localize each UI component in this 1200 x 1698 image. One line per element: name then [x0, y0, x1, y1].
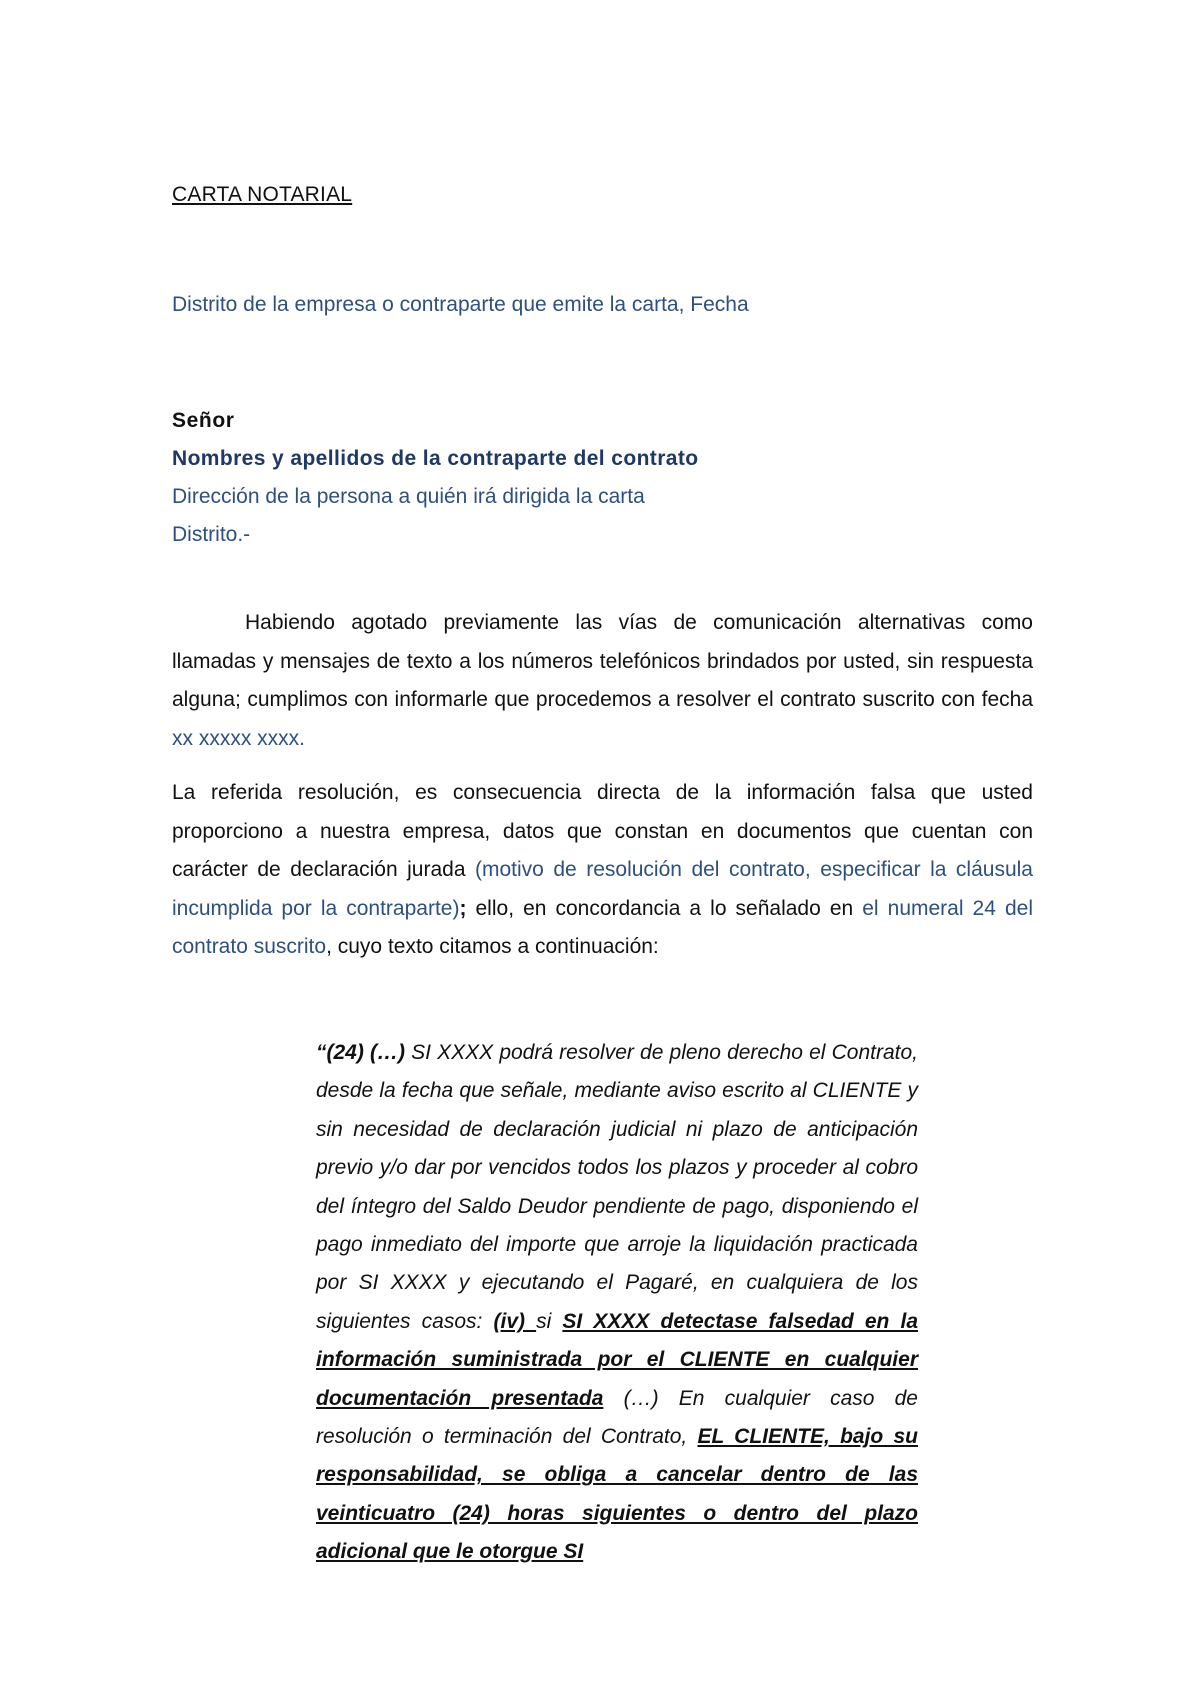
quote-text-b: (…) En cualquier caso de resolución o terminación del Contrato,	[316, 1386, 918, 1449]
recipient-district: Distrito.-	[172, 523, 251, 546]
quote-text-a: SI XXXX podrá resolver de pleno derecho el Contrato, desde la fecha que señale, mediante aviso escrito al CLIENTE y sin necesidad de declaración judicial ni plazo de anticipación previo y/o dar por vencidos todos los plazos y proceder al cobro del íntegro del Saldo Deudor pendiente de pago, disponiendo el pago inmediato del importe que arroje la liquidación practicada por SI XXXX y ejecutando el Pagaré, en cualquiera de los siguientes casos:	[316, 1041, 918, 1333]
contract-date-placeholder: xx xxxxx xxxx	[172, 726, 300, 750]
paragraph-resolution-text-b-lead: ;	[459, 896, 467, 920]
salutation: Señor	[172, 409, 235, 432]
recipient-name: Nombres y apellidos de la contraparte del contrato	[172, 447, 699, 470]
place-date-line: Distrito de la empresa o contraparte que emite la carta, Fecha	[172, 293, 749, 316]
quote-lead: “(24) (…)	[316, 1041, 405, 1064]
quote-text-si: si	[536, 1309, 563, 1333]
paragraph-intro-end: .	[299, 726, 306, 750]
quote-item-iv: (iv)	[493, 1309, 537, 1333]
quote-highlight-falsedad: SI XXXX detectase falsedad en la información suministrada por el CLIENTE en cualquier documentación presentada	[316, 1309, 918, 1410]
paragraph-resolution-text-b: ello, en concordancia a lo señalado en	[466, 896, 863, 920]
contract-clause-quote	[316, 1034, 918, 1572]
quote-highlight-obligation: EL CLIENTE, bajo su responsabilidad, se obliga a cancelar dentro de las veinticuatro (24) horas siguientes o dentro del plazo adicional que le otorgue SI	[316, 1425, 918, 1564]
paragraph-intro	[172, 604, 1033, 758]
paragraph-resolution-text-a: La referida resolución, es consecuencia directa de la información falsa que usted proporciono a nuestra empresa, datos que constan en documentos que cuentan con carácter de declaración jurada	[172, 781, 1033, 881]
clause-reference-placeholder: el numeral 24 del contrato suscrito	[172, 896, 1033, 958]
resolution-reason-placeholder: (motivo de resolución del contrato, especificar la cláusula incumplida por la contraparte)	[172, 858, 1033, 920]
recipient-address: Dirección de la persona a quién irá dirigida la carta	[172, 485, 645, 508]
paragraph-intro-text: Habiendo agotado previamente las vías de comunicación alternativas como llamadas y mensajes de texto a los números telefónicos brindados por usted, sin respuesta alguna; cumplimos con informarle que procedemos a resolver el contrato suscrito con fecha	[172, 611, 1033, 711]
paragraph-resolution-text-c: , cuyo texto citamos a continuación:	[326, 935, 659, 958]
paragraph-resolution	[172, 774, 1033, 967]
addressee-block	[172, 402, 698, 554]
letter-title: CARTA NOTARIAL	[172, 183, 353, 206]
